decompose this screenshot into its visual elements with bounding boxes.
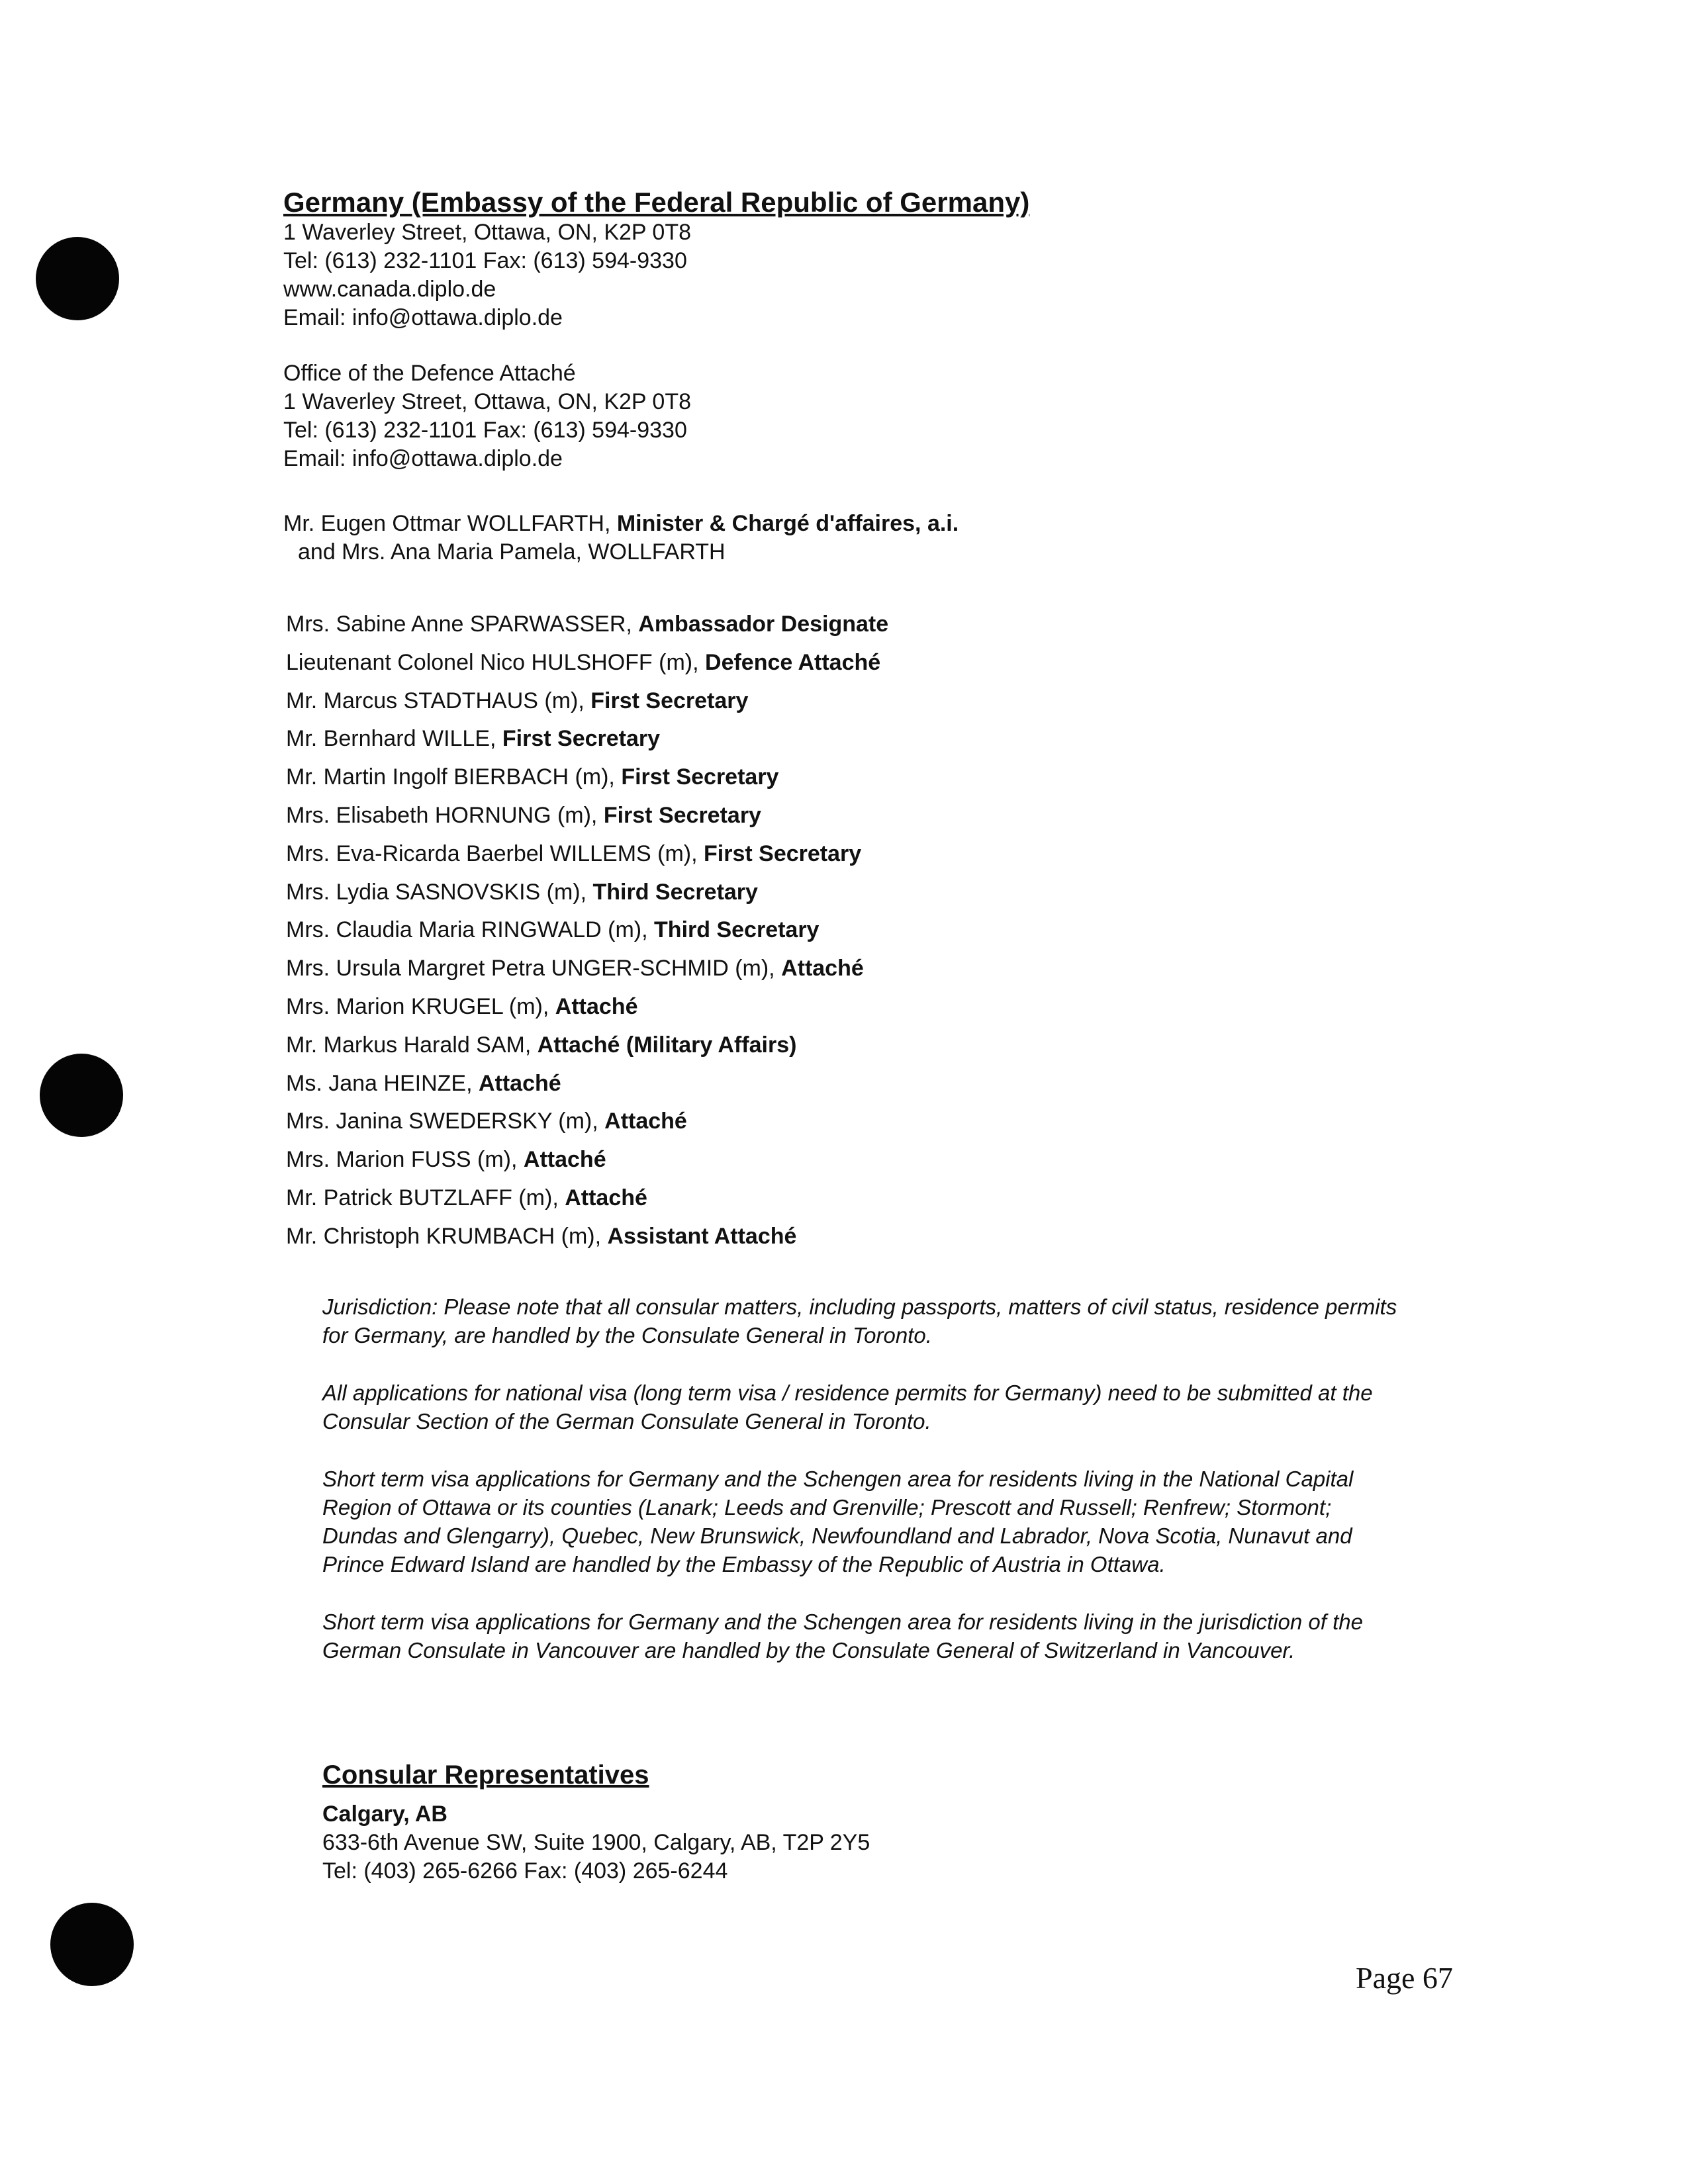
staff-title: Third Secretary: [592, 879, 758, 905]
staff-name: Mrs. Ursula Margret Petra UNGER-SCHMID (m),: [286, 956, 782, 981]
staff-title: Attaché (Military Affairs): [537, 1032, 797, 1058]
staff-name: Mr. Bernhard WILLE,: [286, 726, 502, 752]
page-number: Page 67: [1356, 1961, 1453, 1995]
staff-title: Assistant Attaché: [607, 1223, 797, 1249]
punch-hole-middle: [40, 1054, 123, 1137]
punch-hole-bottom: [50, 1903, 134, 1986]
jurisdiction-notes: [322, 1293, 1408, 1694]
staff-title: Attaché: [565, 1185, 647, 1210]
staff-row: [286, 644, 1411, 682]
embassy-block: [283, 187, 1409, 332]
defence-office-block: [283, 359, 1409, 473]
head-of-mission-name: Mr. Eugen Ottmar WOLLFARTH,: [283, 511, 617, 536]
staff-name: Mrs. Claudia Maria RINGWALD (m),: [286, 917, 655, 943]
staff-row: [286, 1141, 1411, 1179]
embassy-address: 1 Waverley Street, Ottawa, ON, K2P 0T8: [283, 220, 692, 245]
staff-title: Attaché: [781, 956, 864, 981]
staff-row: [286, 797, 1411, 835]
staff-name: Mrs. Marion KRUGEL (m),: [286, 993, 555, 1019]
staff-row: [286, 950, 1411, 988]
consular-heading: Consular Representatives: [322, 1760, 649, 1790]
staff-name: Mrs. Sabine Anne SPARWASSER,: [286, 612, 639, 637]
staff-row: [286, 988, 1411, 1026]
jurisdiction-note: Jurisdiction: Please note that all consular matters, including passports, matters of civil status, residence permits for Germany, are handled by the Consulate General in Toronto.: [322, 1295, 1397, 1347]
defence-office-address: 1 Waverley Street, Ottawa, ON, K2P 0T8: [283, 389, 692, 414]
consular-address: 633-6th Avenue SW, Suite 1900, Calgary, AB, T2P 2Y5: [322, 1830, 870, 1855]
staff-row: [286, 682, 1411, 721]
staff-name: Mr. Marcus STADTHAUS (m),: [286, 688, 591, 713]
embassy-phone: Tel: (613) 232-1101 Fax: (613) 594-9330: [283, 248, 687, 273]
staff-row: [286, 835, 1411, 874]
head-of-mission-block: [283, 510, 1409, 567]
defence-office-email: Email: info@ottawa.diplo.de: [283, 446, 563, 471]
head-of-mission-title: Minister & Chargé d'affaires, a.i.: [616, 511, 959, 536]
head-of-mission-spouse: and Mrs. Ana Maria Pamela, WOLLFARTH: [298, 539, 726, 565]
staff-title: Attaché: [555, 993, 638, 1019]
staff-row: [286, 720, 1411, 758]
staff-row: [286, 1218, 1411, 1256]
staff-name: Mrs. Janina SWEDERSKY (m),: [286, 1109, 605, 1134]
staff-list: [286, 606, 1411, 1256]
staff-title: Attaché: [478, 1070, 561, 1096]
short-term-visa-vancouver-note: Short term visa applications for Germany and the Schengen area for residents living in the jurisdiction of the German Consulate in Vancouver are handled by the Consulate General of Switzerland in Vancouver.: [322, 1610, 1363, 1662]
staff-row: [286, 1179, 1411, 1218]
head-of-mission-line: [283, 510, 1409, 538]
staff-title: First Secretary: [590, 688, 749, 713]
staff-title: Defence Attaché: [705, 649, 881, 675]
staff-title: Attaché: [604, 1109, 687, 1134]
staff-title: First Secretary: [502, 726, 661, 752]
staff-name: Mrs. Elisabeth HORNUNG (m),: [286, 802, 604, 828]
staff-name: Mrs. Marion FUSS (m),: [286, 1147, 524, 1173]
staff-row: [286, 758, 1411, 797]
national-visa-note: All applications for national visa (long term visa / residence permits for Germany) need to be submitted at the Consular Section of the German Consulate General in Toronto.: [322, 1381, 1373, 1433]
embassy-email: Email: info@ottawa.diplo.de: [283, 305, 563, 330]
staff-row: [286, 911, 1411, 950]
staff-title: First Secretary: [603, 802, 761, 828]
staff-name: Lieutenant Colonel Nico HULSHOFF (m),: [286, 649, 706, 675]
staff-title: First Secretary: [621, 764, 779, 790]
consular-phone: Tel: (403) 265-6266 Fax: (403) 265-6244: [322, 1858, 728, 1884]
staff-name: Mrs. Eva-Ricarda Baerbel WILLEMS (m),: [286, 841, 704, 866]
staff-row: [286, 1103, 1411, 1141]
staff-title: Ambassador Designate: [638, 612, 889, 637]
embassy-title: Germany (Embassy of the Federal Republic of Germany): [283, 187, 1030, 218]
short-term-visa-ottawa-note: Short term visa applications for Germany and the Schengen area for residents living in the National Capital Region of Ottawa or its counties (Lanark; Leeds and Grenville; Prescott and Russell; Renfrew; Stormont; Dundas and Glengarry), Quebec, New Brunswick, Newfoundland and Labrador, Nova Scotia, Nunavut and Prince Edward Island are handled by the Embassy of the Republic of Austria in Ottawa.: [322, 1467, 1354, 1576]
embassy-website: www.canada.diplo.de: [283, 277, 496, 302]
staff-row: [286, 1026, 1411, 1065]
staff-name: Mrs. Lydia SASNOVSKIS (m),: [286, 879, 593, 905]
staff-name: Mr. Patrick BUTZLAFF (m),: [286, 1185, 565, 1210]
staff-name: Ms. Jana HEINZE,: [286, 1070, 479, 1096]
defence-office-phone: Tel: (613) 232-1101 Fax: (613) 594-9330: [283, 418, 687, 443]
staff-title: Attaché: [523, 1147, 606, 1173]
staff-title: Third Secretary: [654, 917, 820, 943]
staff-row: [286, 606, 1411, 644]
consular-city: Calgary, AB: [322, 1801, 447, 1827]
defence-office-name: Office of the Defence Attaché: [283, 361, 576, 386]
staff-name: Mr. Christoph KRUMBACH (m),: [286, 1223, 608, 1249]
staff-row: [286, 874, 1411, 912]
staff-name: Mr. Markus Harald SAM,: [286, 1032, 538, 1058]
staff-title: First Secretary: [704, 841, 862, 866]
staff-name: Mr. Martin Ingolf BIERBACH (m),: [286, 764, 622, 790]
punch-hole-top: [36, 237, 119, 320]
staff-row: [286, 1065, 1411, 1103]
consular-block: [322, 1759, 1448, 1886]
